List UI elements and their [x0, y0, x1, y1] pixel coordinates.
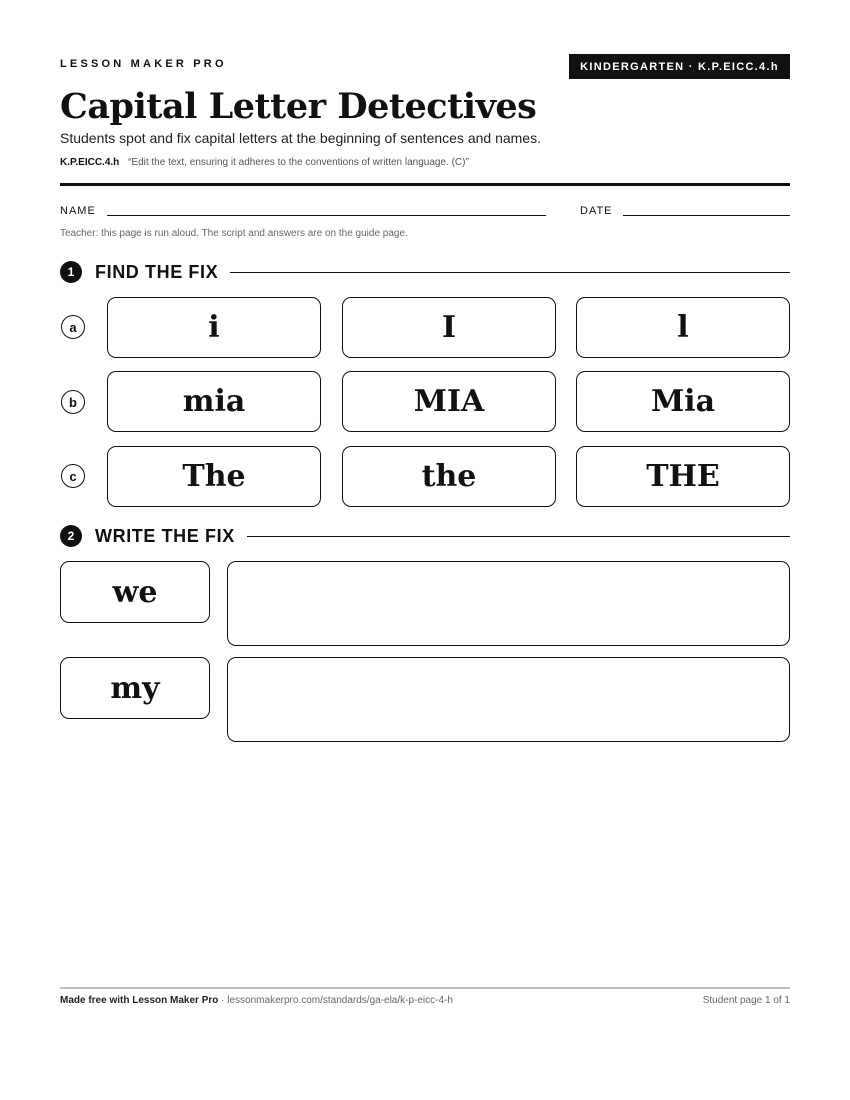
name-label: NAME: [60, 205, 96, 217]
name-field[interactable]: [107, 215, 546, 216]
page-title: Capital Letter Detectives: [60, 86, 537, 127]
choice-card-a3[interactable]: l: [576, 297, 790, 358]
choice-card-c3[interactable]: THE: [576, 446, 790, 507]
header-divider: [60, 183, 790, 186]
row-label-b: b: [61, 390, 85, 414]
footer-credit: [60, 995, 453, 1006]
page-subtitle: Students spot and fix capital letters at the beginning of sentences and names.: [60, 130, 541, 146]
standard-line: [60, 157, 469, 168]
teacher-note: Teacher: this page is run aloud. The script and answers are on the guide page.: [60, 228, 408, 239]
choice-card-a1[interactable]: i: [107, 297, 321, 358]
choice-card-b3[interactable]: Mia: [576, 371, 790, 432]
section-title: WRITE THE FIX: [95, 525, 235, 546]
date-label: DATE: [580, 205, 613, 217]
standard-text: “Edit the text, ensuring it adheres to the conventions of written language. (C)”: [128, 157, 469, 168]
footer-url[interactable]: · lessonmakerpro.com/standards/ga-ela/k-p-eicc-4-h: [218, 995, 453, 1006]
section-title: FIND THE FIX: [95, 261, 219, 282]
choice-card-b2[interactable]: MIA: [342, 371, 556, 432]
section-find-the-fix-heading: [60, 261, 790, 283]
page-number: Student page 1 of 1: [702, 995, 790, 1006]
section-divider: [230, 272, 790, 273]
grade-standard-badge: KINDERGARTEN · K.P.EICC.4.h: [569, 54, 790, 79]
write-prompt-word: my: [60, 657, 210, 719]
section-write-the-fix-heading: [60, 525, 790, 547]
brand-name: LESSON MAKER PRO: [60, 58, 227, 70]
section-number-badge: 1: [60, 261, 82, 283]
choice-card-a2[interactable]: I: [342, 297, 556, 358]
choice-card-c1[interactable]: The: [107, 446, 321, 507]
date-field[interactable]: [623, 215, 790, 216]
section-divider: [247, 536, 790, 537]
standard-code: K.P.EICC.4.h: [60, 157, 120, 168]
write-answer-box[interactable]: [227, 657, 790, 742]
footer-made-with: Made free with Lesson Maker Pro: [60, 995, 219, 1006]
footer-divider: [60, 987, 790, 989]
row-label-a: a: [61, 315, 85, 339]
row-label-c: c: [61, 464, 85, 488]
choice-card-c2[interactable]: the: [342, 446, 556, 507]
choice-card-b1[interactable]: mia: [107, 371, 321, 432]
write-prompt-word: we: [60, 561, 210, 623]
write-answer-box[interactable]: [227, 561, 790, 646]
section-number-badge: 2: [60, 525, 82, 547]
